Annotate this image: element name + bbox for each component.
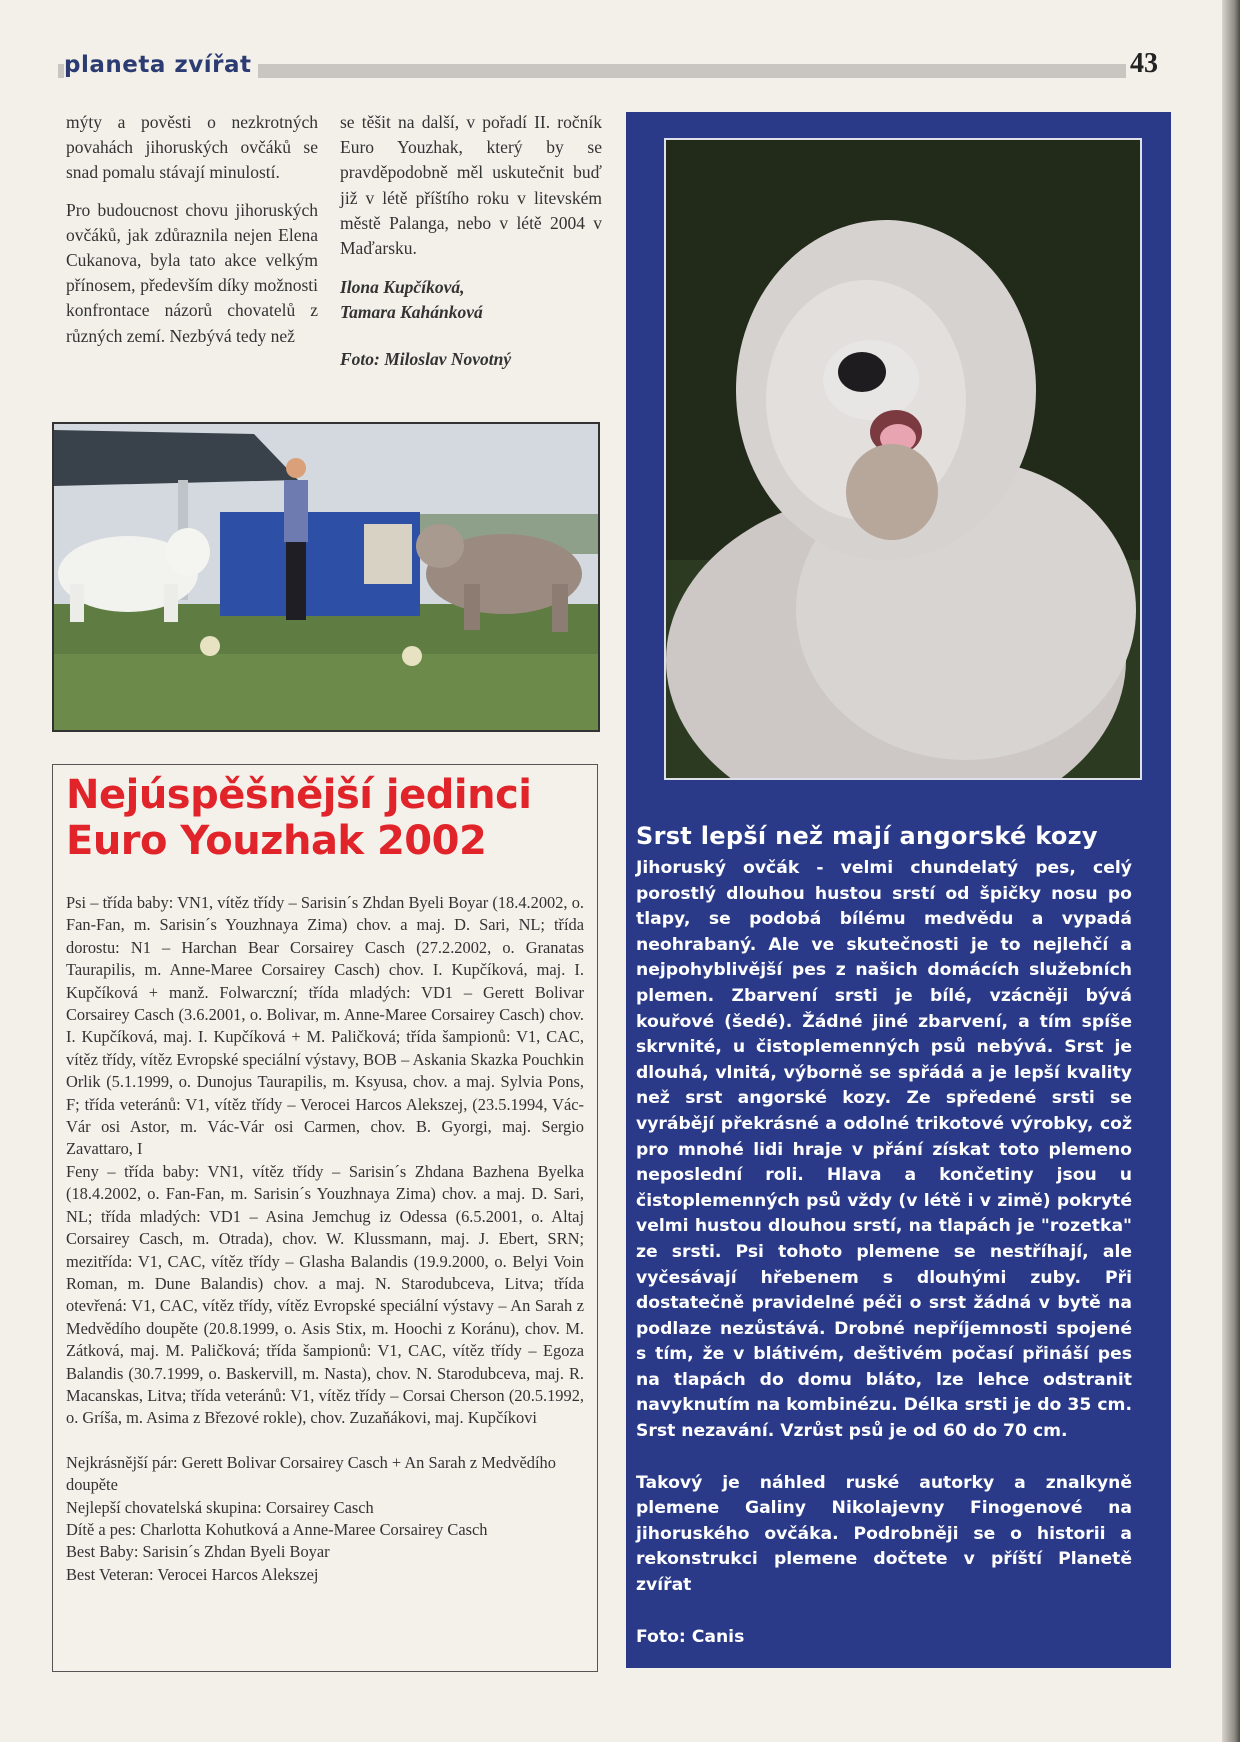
author-byline	[340, 275, 602, 325]
panel-text	[636, 856, 1132, 1650]
panel-description: Jihoruský ovčák - velmi chundelatý pes, celý porostlý dlouhou hustou srstí od špičky nosu po tlapy, se podobá bílému medvědu a vypadá neohrabaný. Ale ve skutečnosti je to nejlehčí a nejpohyblivější pes z našich domácích služebních plemen. Zbarvení srsti je bílé, vzácněji bývá kouřové (šedé). Žádné jiné zbarvení, a tím spíše skrvnité, u čistoplemenných psů nebývá. Srst je dlouhá, vlnitá, výborně se spřádá a je lepší kvality než srst angorské kozy. Ze spředené srsti se vyrábějí překrásné a odolné trikotové výrobky, což pro mnohé lidi hraje v přání získat toto plemeno neposlední roli. Hlava a končetiny jsou u čistoplemenných psů vždy (v létě i v zimě) pokryté velmi hustou dlouhou srstí, na tlapách je "rozetka" ze srsti. Psi tohoto plemene se nestříhají, ale vyčesávají hřebenem s dlouhými zuby. Při dostatečně pravidelné péči o srst žádná v bytě na podlaze nezůstává. Drobné nepříjemnosti spojené s tím, že v blátivém, deštivém počasí přináší pes na tlapách do domu bláto, lze lehce odstranit navyknutím na kombinézu. Délka srsti je do 35 cm. Srst nezavání. Vzrůst psů je od 60 do 70 cm.	[636, 858, 1132, 1442]
best-award-item: Best Baby: Sarisin´s Zhdan Byeli Boyar	[66, 1542, 330, 1562]
best-awards-list	[66, 1452, 584, 1586]
article-column-2	[340, 110, 602, 372]
results-title: Nejúspěšnější jedinci Euro Youzhak 2002	[66, 772, 532, 864]
page-number: 43	[1126, 48, 1162, 80]
results-males: Psi – třída baby: VN1, vítěz třídy – Sarisin´s Zhdan Byeli Boyar (18.4.2002, o. Fan-Fan, m. Sarisin´s Youzhnaya Zima) chov. a maj. D. Sari, NL; třída dorostu: N1 – Harchan Bear Corsairey Casch (27.2.2002, o. Granatas Taurapilis, m. Anne-Maree Corsairey Casch) chov. I. Kupčíková, maj. I. Kupčíková + manž. Folwarczní; třída mladých: VD1 – Gerett Bolivar Corsairey Casch (3.6.2001, o. Bolivar, m. Anne-Maree Corsairey Casch) chov. I. Kupčíková, maj. I. Kupčíková + M. Paličková; třída šampionů: V1, CAC, vítěz třídy, vítěz Evropské speciální výstavy, BOB – Askania Skazka Pouchkin Orlik (5.1.1999, o. Dunojus Taurapilis, m. Ksyusa, chov. a maj. Sylvia Pons, F; třída veteránů: V1, vítěz třídy – Verocei Harcos Alekszej, (23.5.1994, Vác-Vár osi Astor, m. Vác-Vár osi Carmen, chov. B. Gyorgi, maj. Sergio Zavattaro, I	[66, 893, 584, 1159]
panel-heading: Srst lepší než mají angorské kozy	[636, 822, 1098, 850]
panel-photo-credit: Foto: Canis	[636, 1626, 745, 1647]
results-females: Feny – třída baby: VN1, vítěz třídy – Sarisin´s Zhdana Bazhena Byelka (18.4.2002, o. Fan-Fan, m. Sarisin´s Youzhnaya Zima) chov. a maj. D. Sari, NL; třída mladých: VD1 – Asina Jemchug iz Odessa (6.5.2001, o. Altaj Corsairey Casch, m. Otrada), chov. W. Klussmann, maj. J. Ebert, SRN; mezitřída: V1, CAC, vítěz třídy – Glasha Balandis (19.9.2000, o. Belyi Voin Roman, m. Dune Balandis) chov. a maj. N. Starodubceva, Litva; třída otevřená: V1, CAC, vítěz třídy, vítěz Evropské speciální výstavy – An Sarah z Medvědího doupěte (20.8.1999, o. Asis Stix, m. Hoochi z Koránu), chov. M. Zátková, maj. M. Paličková; třída šampionů: V1, CAC, vítěz třídy – Egoza Balandis (30.7.1999, o. Baskervill, m. Nasta), chov. N. Starodubceva, maj. R. Macanskas, Litva; třída veteránů: V1, vítěz třídy – Corsai Cherson (20.5.1992, o. Gríša, m. Asima z Březové rokle), chov. Zuzaňákovi, maj. Kupčíkovi	[66, 1161, 584, 1428]
article-paragraph: Pro budoucnost chovu jihoruských ovčáků, jak zdůraznila nejen Elena Cukanova, byla tato akce velkým přínosem, především díky možnosti konfrontace názorů chovatelů z různých zemí. Nezbývá tedy než	[66, 199, 318, 346]
author-name: Tamara Kahánková	[340, 302, 483, 323]
best-award-item: Nejkrásnější pár: Gerett Bolivar Corsairey Casch + An Sarah z Medvědího doupěte	[66, 1452, 556, 1495]
best-award-item: Dítě a pes: Charlotta Kohutková a Anne-Maree Corsairey Casch	[66, 1519, 488, 1539]
article-paragraph: mýty a pověsti o nezkrotných povahách jihoruských ovčáků se snad pomalu stávají minulostí.	[66, 112, 318, 183]
article-column-1	[66, 110, 318, 349]
dog-show-photo	[52, 422, 600, 732]
magazine-title: planeta zvířat	[64, 52, 258, 78]
dog-show-illustration	[54, 424, 598, 730]
best-award-item: Best Veteran: Verocei Harcos Alekszej	[66, 1564, 319, 1584]
dog-portrait-illustration	[666, 140, 1140, 778]
page-edge	[1222, 0, 1240, 1742]
results-text	[66, 892, 584, 1586]
photo-credit: Foto: Miloslav Novotný	[340, 349, 512, 370]
author-name: Ilona Kupčíková,	[340, 277, 465, 298]
panel-source-note: Takový je náhled ruské autorky a znalkyně plemene Galiny Nikolajevny Finogenové na jihoruského ovčáka. Podrobněji se o historii a rekonstrukci plemene dočtete v příští Planetě zvířat	[636, 1472, 1132, 1596]
article-paragraph: se těšit na další, v pořadí II. ročník Euro Youzhak, který by se pravděpodobně měl uskutečnit buď již v létě příštího roku v litevském městě Palanga, nebo v létě 2004 v Maďarsku.	[340, 112, 602, 259]
best-award-item: Nejlepší chovatelská skupina: Corsairey Casch	[66, 1497, 374, 1517]
dog-portrait-photo	[664, 138, 1142, 780]
